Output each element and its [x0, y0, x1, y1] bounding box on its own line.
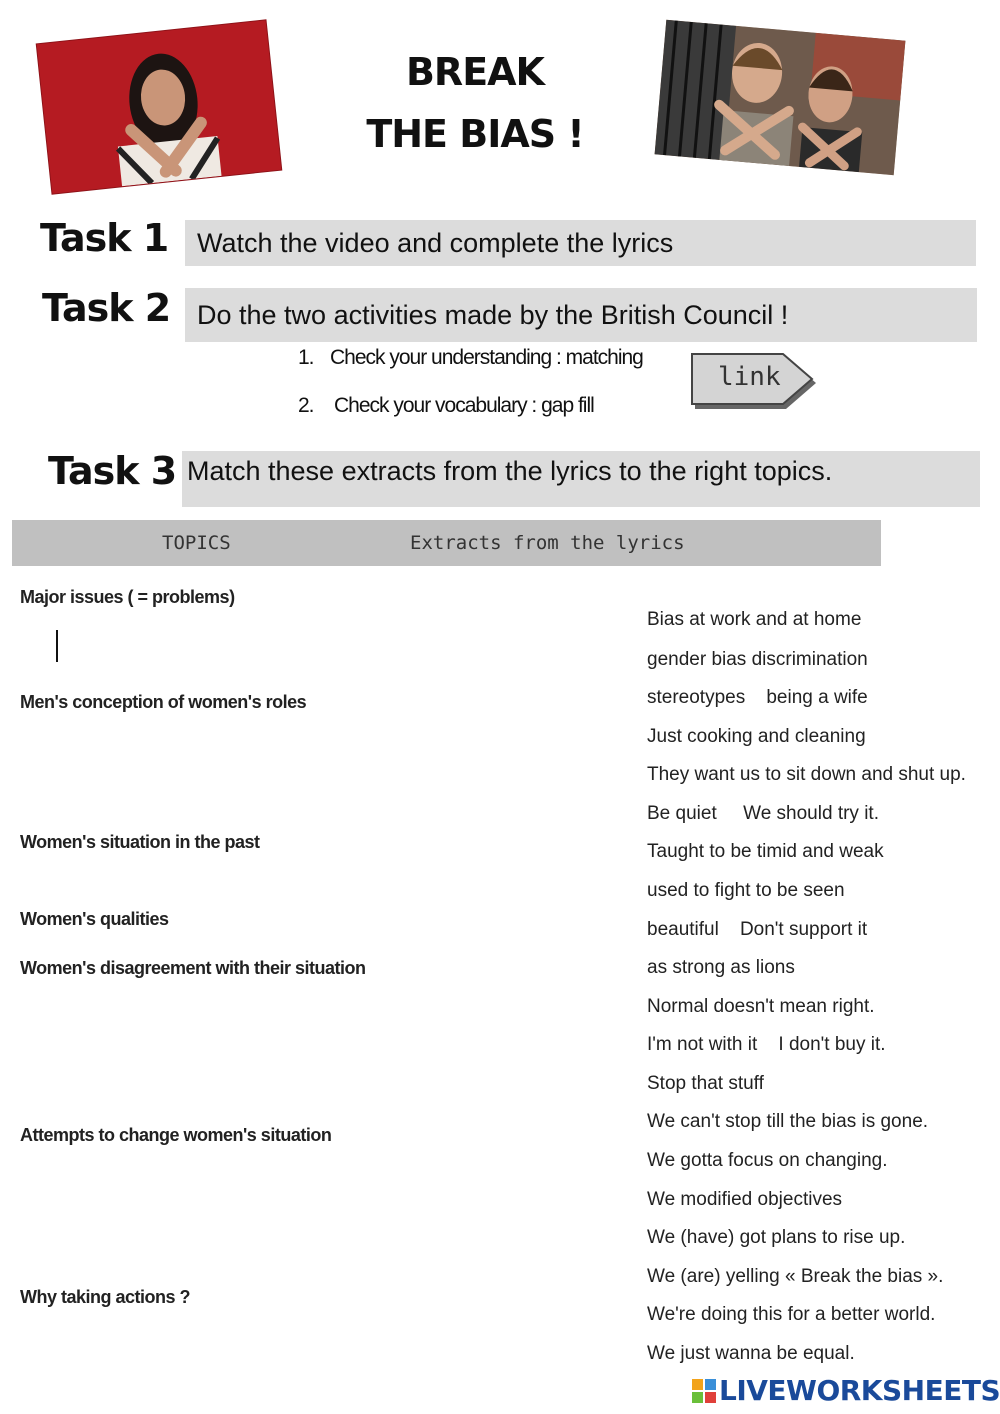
- task3-instruction-box: [182, 451, 980, 507]
- topic-item: Women's situation in the past: [20, 832, 260, 852]
- topics-header: TOPICS: [162, 532, 231, 554]
- task1-instruction: Watch the video and complete the lyrics: [197, 227, 674, 258]
- liveworksheets-logo-text: LIVEWORKSHEETS: [719, 1374, 1000, 1407]
- title-line2: THE BIAS !: [366, 112, 584, 156]
- task2-instruction: Do the two activities made by the British Council !: [197, 299, 789, 330]
- activity-matching[interactable]: Check your understanding : matching: [330, 346, 643, 369]
- extract-item[interactable]: beautiful Don't support it: [647, 919, 868, 940]
- topic-item: Major issues ( = problems): [20, 587, 235, 607]
- extracts-header: Extracts from the lyrics: [410, 532, 685, 554]
- text-cursor: [56, 630, 58, 662]
- extract-item[interactable]: as strong as lions: [647, 957, 795, 978]
- topic-item: Attempts to change women's situation: [20, 1125, 332, 1145]
- extract-item[interactable]: I'm not with it I don't buy it.: [647, 1034, 886, 1055]
- task3-label: Task 3: [48, 449, 177, 493]
- task2-label: Task 2: [42, 286, 171, 330]
- extract-item[interactable]: Stop that stuff: [647, 1073, 764, 1094]
- photo-two-women: [655, 20, 906, 175]
- extract-item[interactable]: gender bias discrimination: [647, 649, 868, 670]
- topic-item: Men's conception of women's roles: [20, 692, 307, 712]
- extract-item[interactable]: We're doing this for a better world.: [647, 1304, 936, 1325]
- extract-item[interactable]: We modified objectives: [647, 1189, 843, 1210]
- link-label: link: [718, 362, 781, 392]
- task2-instruction-box: [185, 288, 977, 342]
- topic-item: Women's disagreement with their situation: [20, 958, 366, 978]
- topic-item: Women's qualities: [20, 909, 169, 929]
- activity-num: 2.: [298, 394, 314, 417]
- task3-instruction: Match these extracts from the lyrics to the right topics.: [187, 456, 833, 486]
- task1-instruction-box: [185, 220, 976, 266]
- photo-student: [37, 20, 281, 193]
- task1-label: Task 1: [40, 216, 169, 260]
- extract-item[interactable]: We (are) yelling « Break the bias ».: [647, 1266, 944, 1287]
- title-line1: BREAK: [405, 50, 545, 94]
- topic-item: Why taking actions ?: [20, 1287, 191, 1307]
- extract-item[interactable]: Bias at work and at home: [647, 609, 862, 630]
- extract-item[interactable]: stereotypes being a wife: [647, 687, 868, 708]
- activity-gap-fill[interactable]: Check your vocabulary : gap fill: [334, 394, 594, 417]
- extract-item[interactable]: We (have) got plans to rise up.: [647, 1227, 906, 1248]
- activity-num: 1.: [298, 346, 314, 369]
- link-button[interactable]: [690, 352, 820, 410]
- liveworksheets-logo: [692, 1374, 1000, 1407]
- extract-item[interactable]: We can't stop till the bias is gone.: [647, 1111, 929, 1132]
- table-header-bar: [12, 520, 881, 566]
- extract-item[interactable]: used to fight to be seen: [647, 880, 845, 901]
- extract-item[interactable]: We just wanna be equal.: [647, 1343, 855, 1364]
- extract-item[interactable]: Just cooking and cleaning: [647, 726, 866, 747]
- extract-item[interactable]: They want us to sit down and shut up.: [647, 764, 966, 785]
- extract-item[interactable]: We gotta focus on changing.: [647, 1150, 888, 1171]
- liveworksheets-logo-icon: [692, 1379, 716, 1403]
- extract-item[interactable]: Taught to be timid and weak: [647, 841, 884, 862]
- extract-item[interactable]: Be quiet We should try it.: [647, 803, 879, 824]
- extract-item[interactable]: Normal doesn't mean right.: [647, 996, 875, 1017]
